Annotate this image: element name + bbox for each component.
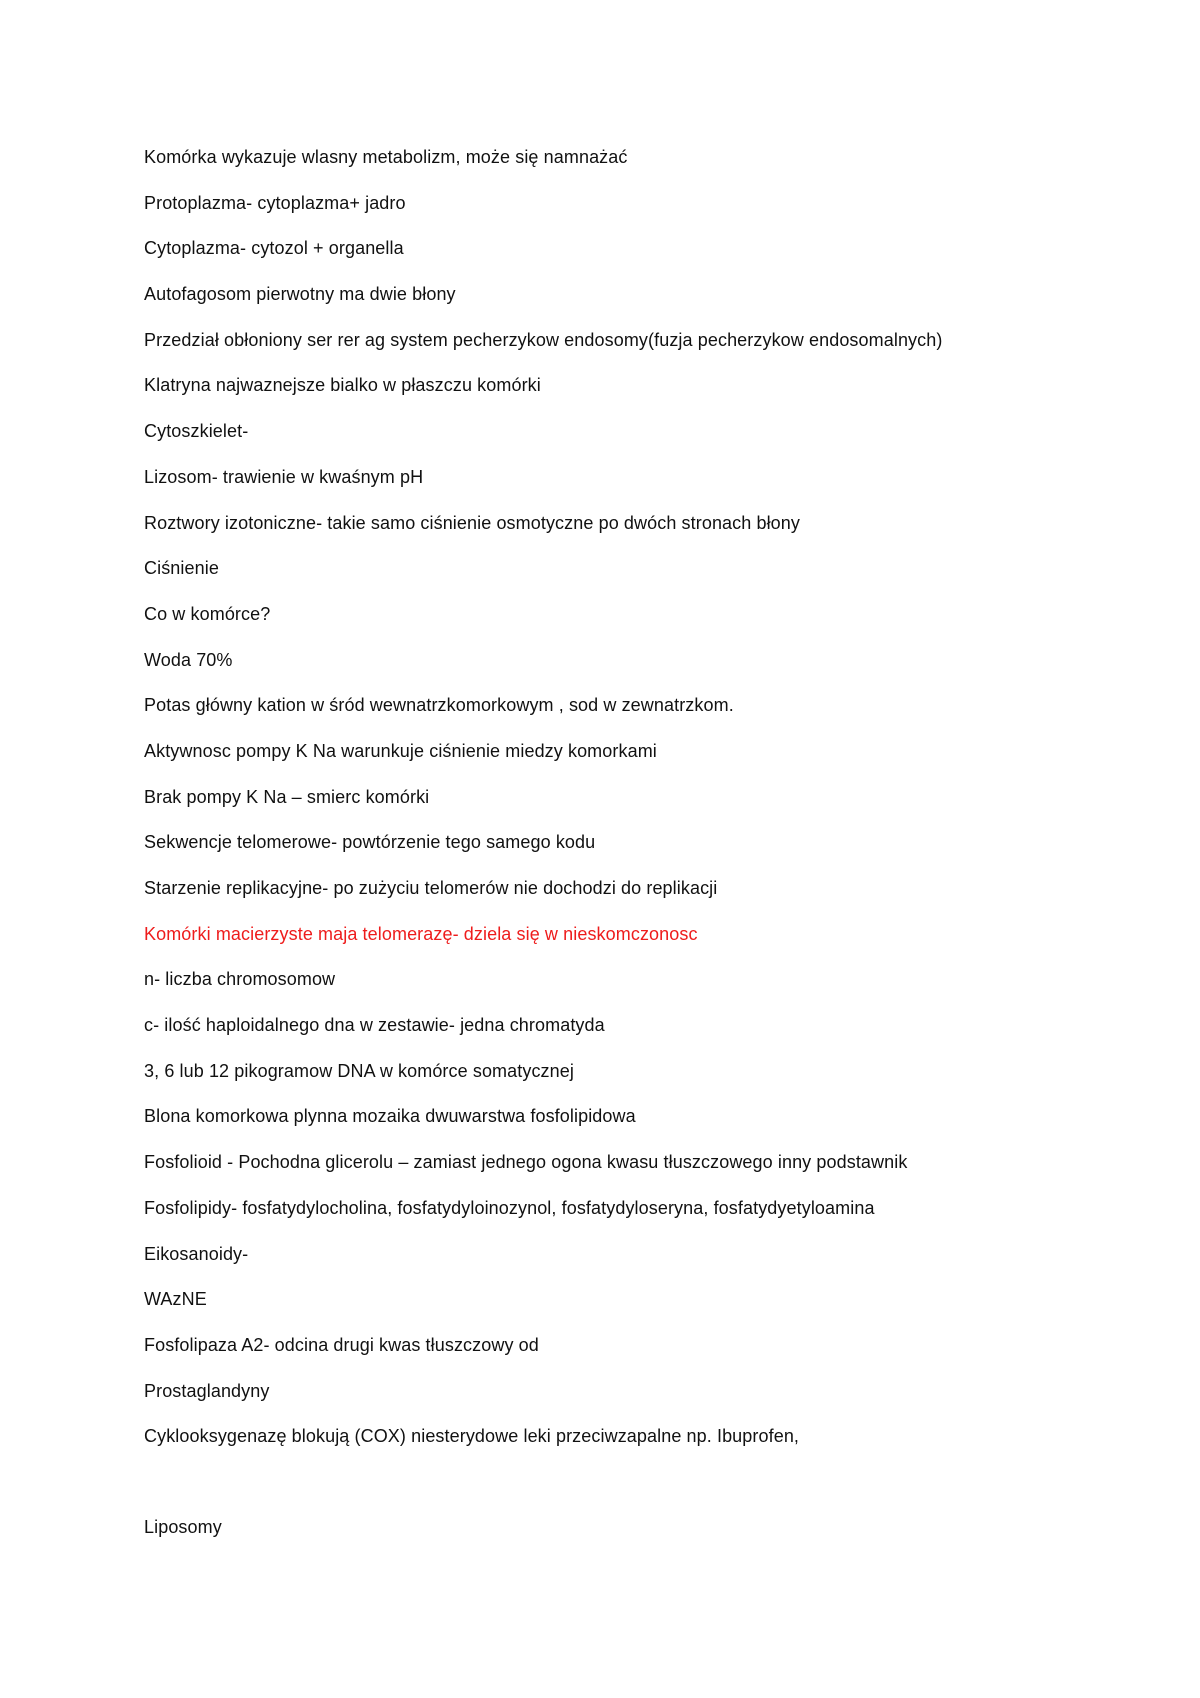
- text-line: Starzenie replikacyjne- po zużyciu telomerów nie dochodzi do replikacji: [144, 878, 718, 898]
- text-line: Blona komorkowa plynna mozaika dwuwarstwa fosfolipidowa: [144, 1106, 636, 1127]
- text-line: Fosfolipidy- fosfatydylocholina, fosfatydyloinozynol, fosfatydyloseryna, fosfatydyetyloamina: [144, 1197, 875, 1218]
- text-line: Prostaglandyny: [144, 1380, 270, 1401]
- text-line: Roztwory izotoniczne- takie samo ciśnienie osmotyczne po dwóch stronach błony: [144, 512, 801, 533]
- text-line: Lizosom- trawienie w kwaśnym pH: [144, 466, 424, 487]
- text-line: Cytoszkielet-: [144, 421, 249, 442]
- highlighted-text-line: Komórki macierzyste maja telomerazę- dziela się w nieskomczonosc: [144, 923, 698, 944]
- text-line: Aktywnosc pompy K Na warunkuje ciśnienie miedzy komorkami: [144, 740, 657, 761]
- text-line: Potas główny kation w śród wewnatrzkomorkowym , sod w zewnatrzkom.: [144, 695, 734, 716]
- text-line: Autofagosom pierwotny ma dwie błony: [144, 284, 456, 305]
- text-line: Przedział obłoniony ser rer ag system pecherzykow endosomy(fuzja pecherzykow endosomalnych): [144, 329, 943, 350]
- text-line: Fosfolioid - Pochodna glicerolu – zamiast jednego ogona kwasu tłuszczowego inny podstawnik: [144, 1152, 908, 1173]
- text-line: Brak pompy K Na – smierc komórki: [144, 786, 430, 807]
- text-line: Protoplazma- cytoplazma+ jadro: [144, 192, 406, 213]
- text-line: Cytoplazma- cytozol + organella: [144, 238, 404, 259]
- text-line: Klatryna najwaznejsze bialko w płaszczu komórki: [144, 375, 541, 396]
- text-line: n- liczba chromosomow: [144, 969, 336, 990]
- text-line: Cyklooksygenazę blokują (COX) niesterydowe leki przeciwzapalne np. Ibuprofen,: [144, 1426, 800, 1447]
- text-line: c- ilość haploidalnego dna w zestawie- jedna chromatyda: [144, 1015, 605, 1036]
- text-line: Sekwencje telomerowe- powtórzenie tego samego kodu: [144, 832, 596, 853]
- text-line: Fosfolipaza A2- odcina drugi kwas tłuszczowy od: [144, 1334, 539, 1355]
- text-line: Woda 70%: [144, 649, 233, 670]
- text-line: Ciśnienie: [144, 558, 219, 579]
- text-line: 3, 6 lub 12 pikogramow DNA w komórce somatycznej: [144, 1060, 574, 1081]
- document-text: [144, 146, 1144, 1562]
- text-line: Eikosanoidy-: [144, 1243, 249, 1264]
- text-line: Komórka wykazuje wlasny metabolizm, może się namnażać: [144, 147, 628, 167]
- text-line: WAzNE: [144, 1289, 207, 1310]
- text-line: Liposomy: [144, 1517, 222, 1538]
- text-line: Co w komórce?: [144, 603, 271, 624]
